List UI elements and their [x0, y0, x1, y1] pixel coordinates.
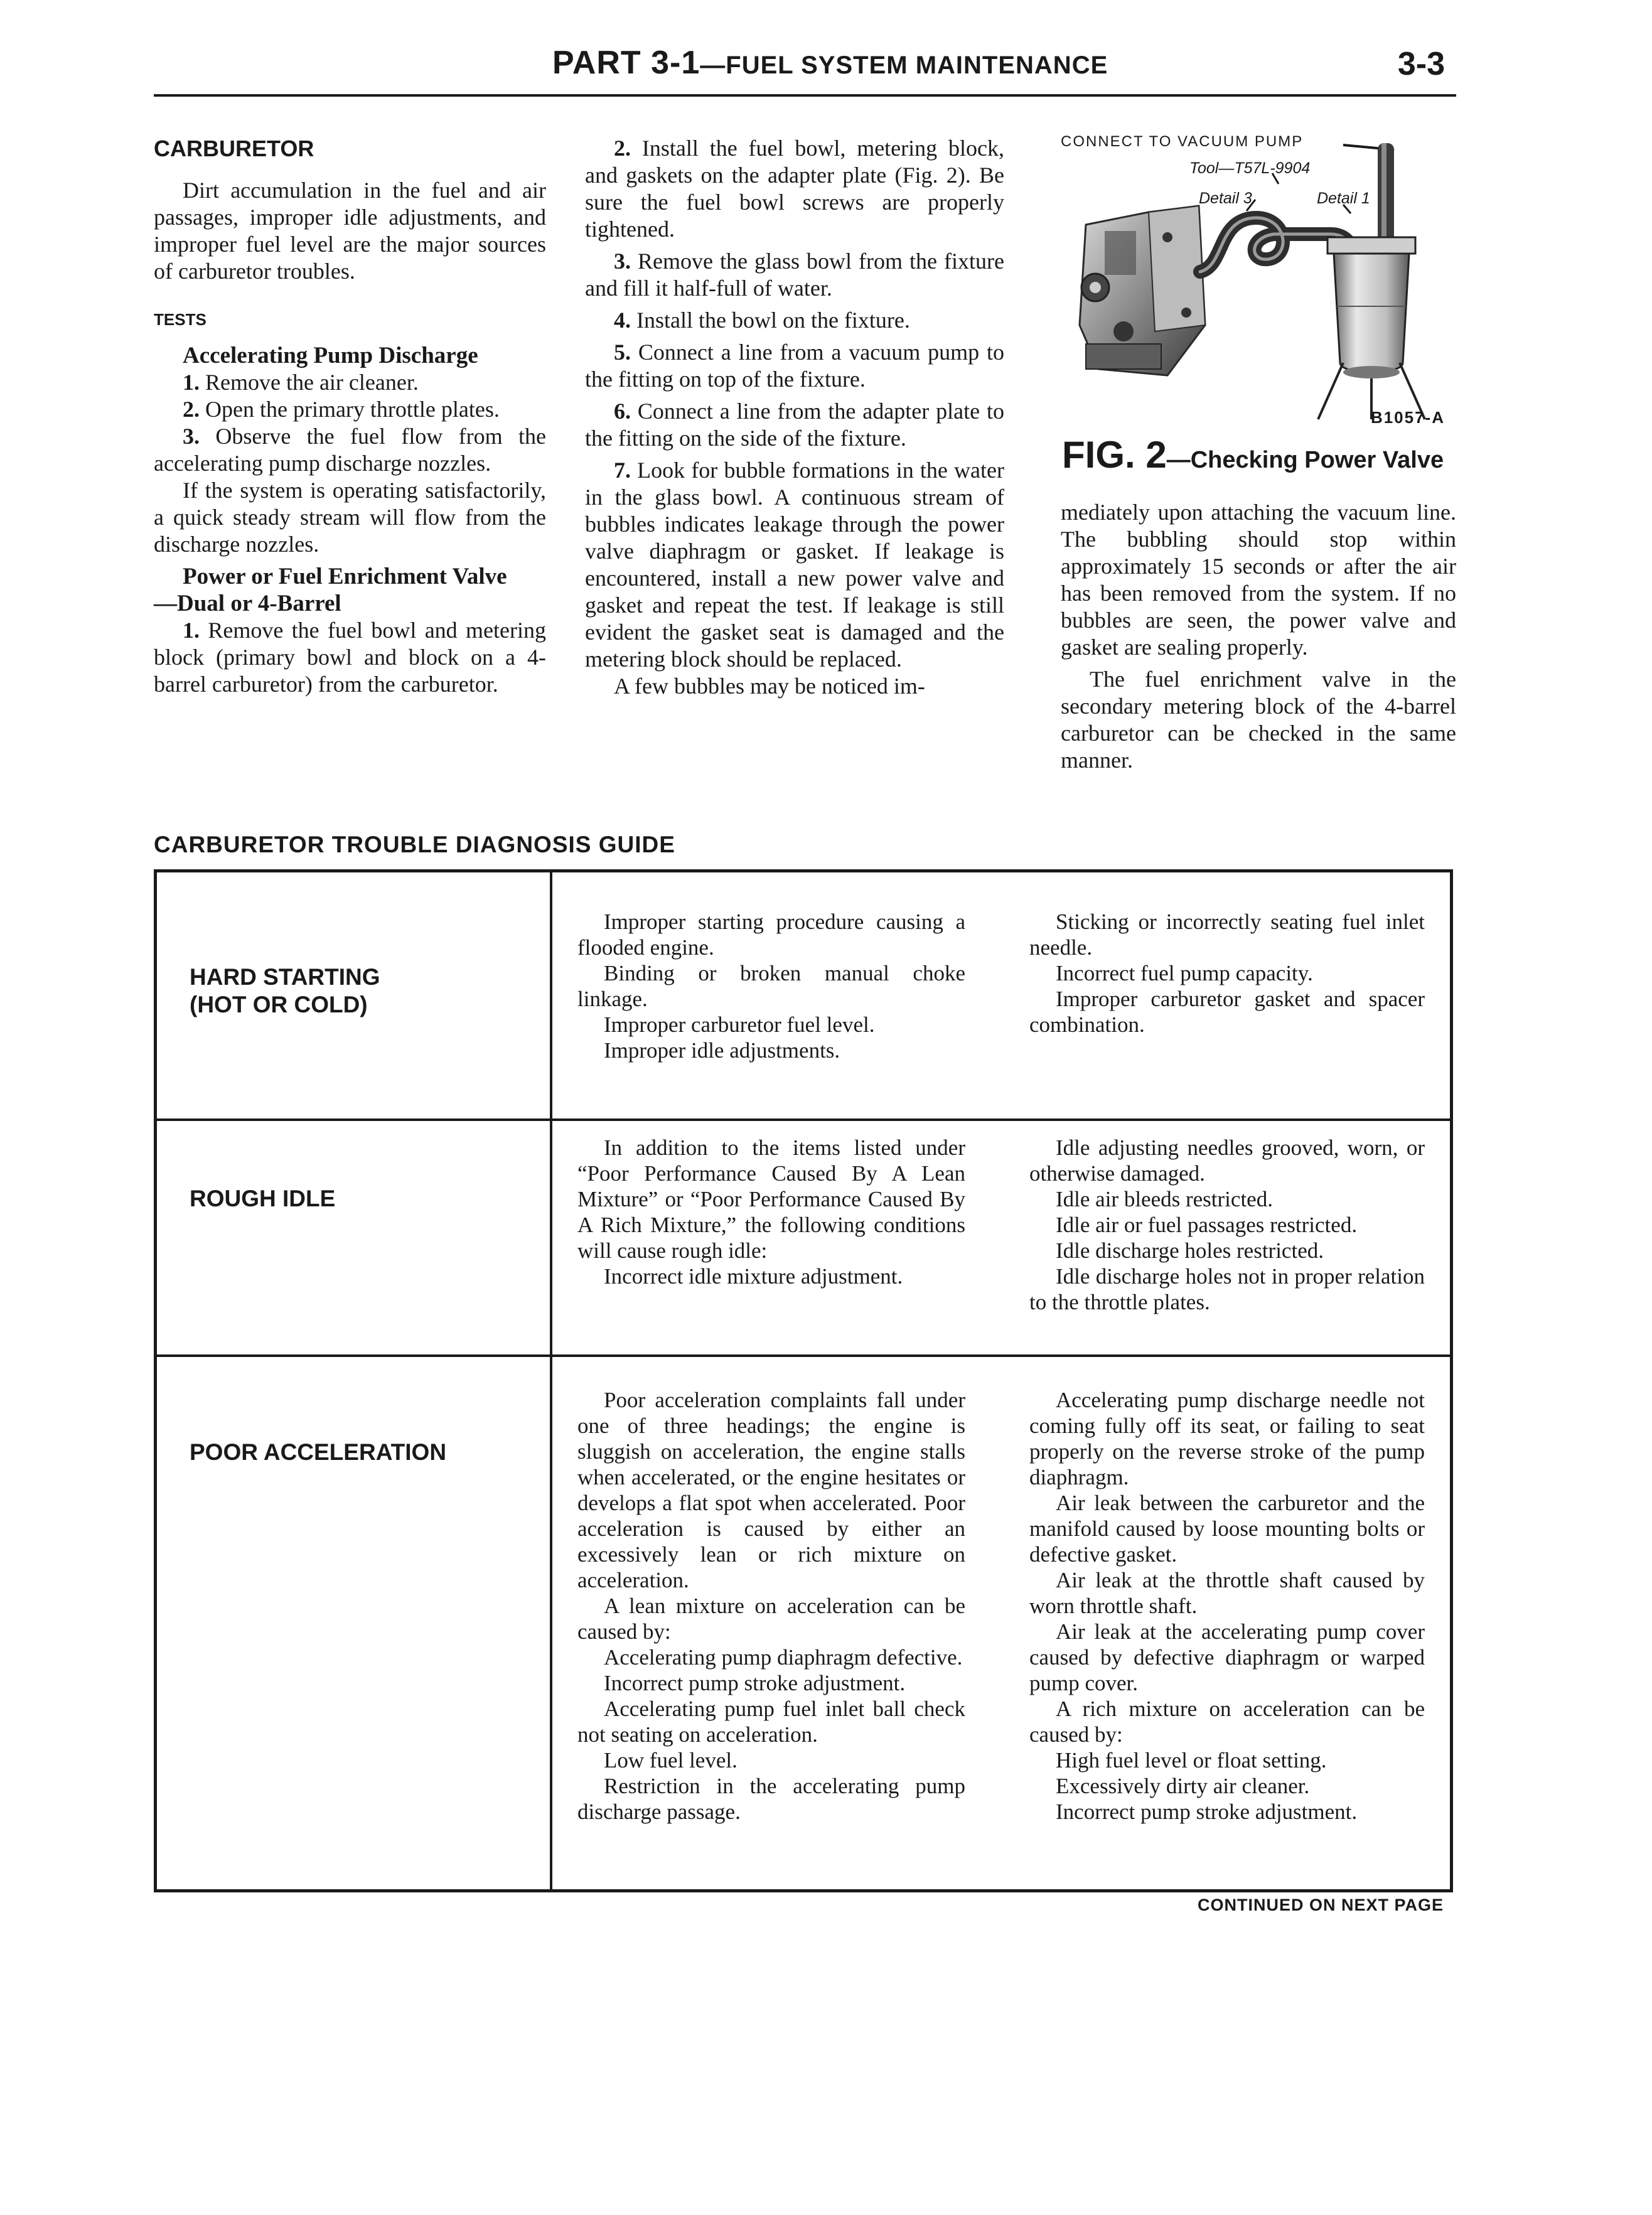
diagnosis-table-divider — [550, 869, 552, 1892]
power-step-4: 4. Install the bowl on the fixture. — [614, 308, 910, 333]
figure-label-connect: CONNECT TO VACUUM PUMP — [1061, 133, 1304, 150]
page-number: 3-3 — [1397, 46, 1445, 82]
list-item: Accelerating pump fuel inlet ball check not seating on acceleration. — [577, 1697, 965, 1747]
bubbles-note-start: A few bubbles may be noticed im- — [614, 673, 925, 699]
list-item: Air leak between the carburetor and the manifold caused by loose mounting bolts or defective gasket. — [1029, 1491, 1425, 1567]
list-item: Idle adjusting needles grooved, worn, or otherwise damaged. — [1029, 1135, 1425, 1186]
list-item: Idle discharge holes not in proper relation to the throttle plates. — [1029, 1264, 1425, 1314]
accel-pump-heading: Accelerating Pump Discharge — [183, 343, 478, 368]
figure-caption-text: —Checking Power Valve — [1166, 447, 1444, 473]
list-item: Poor acceleration complaints fall under one of three headings; the engine is sluggish on acceleration, the engine stalls when accelerated, or the engine hesitates or develops a flat spot when accelerated. Poor acceleration is caused by either an excessively lean or rich mixture on acceleration. — [577, 1388, 965, 1592]
accel-note: If the system is operating satisfactorily, a quick steady stream will flow from the discharge nozzles. — [154, 478, 546, 557]
list-item: Improper starting procedure causing a flooded engine. — [577, 909, 965, 960]
list-item: Accelerating pump discharge needle not coming fully off its seat, or failing to seat properly on the reverse stroke of the pump diaphragm. — [1029, 1388, 1425, 1489]
power-valve-heading-2: —Dual or 4-Barrel — [154, 591, 341, 616]
row-hard-starting-causes-b — [1029, 909, 1425, 1038]
row-rough-idle-causes-a — [577, 1135, 965, 1289]
figure-code: B1057-A — [1370, 408, 1445, 427]
list-item: A lean mixture on acceleration can be caused by: — [577, 1594, 965, 1644]
accel-step-3: 3. Observe the fuel flow from the accelerating pump discharge nozzles. — [154, 424, 546, 476]
row-poor-acceleration-causes-a — [577, 1387, 965, 1825]
list-item: Low fuel level. — [604, 1748, 738, 1773]
list-item: Improper carburetor fuel level. — [604, 1012, 875, 1037]
guide-title: CARBURETOR TROUBLE DIAGNOSIS GUIDE — [154, 832, 675, 857]
row-poor-acceleration-causes-b — [1029, 1387, 1425, 1825]
carburetor-heading: CARBURETOR — [154, 136, 314, 161]
list-item: In addition to the items listed under “Poor Performance Caused By A Lean Mixture” or “Poor Performance Caused By A Rich Mixture,” the following conditions will cause rough idle: — [577, 1135, 965, 1263]
list-item: Air leak at the accelerating pump cover caused by defective diaphragm or warped pump cover. — [1029, 1619, 1425, 1695]
column-left — [154, 135, 546, 698]
row-hard-starting-causes-a — [577, 909, 965, 1063]
fixture-glass-bowl — [1318, 237, 1425, 419]
list-item: Air leak at the throttle shaft caused by worn throttle shaft. — [1029, 1568, 1425, 1618]
accel-step-1: 1. Remove the air cleaner. — [183, 370, 419, 395]
column-middle — [585, 135, 1004, 700]
list-item: Restriction in the accelerating pump discharge passage. — [577, 1774, 965, 1824]
list-item: A rich mixture on acceleration can be caused by: — [1029, 1697, 1425, 1747]
accel-step-2: 2. Open the primary throttle plates. — [183, 397, 500, 422]
carburetor-image — [1080, 206, 1205, 375]
list-item: Incorrect idle mixture adjustment. — [604, 1264, 903, 1289]
list-item: Accelerating pump diaphragm defective. — [604, 1645, 963, 1670]
power-step-6: 6. Connect a line from the adapter plate to the fitting on the side of the fixture. — [585, 399, 1004, 451]
secondary-valve-note: The fuel enrichment valve in the secondary metering block of the 4-barrel carburetor can be checked in the same manner. — [1061, 667, 1456, 773]
power-step-7: 7. Look for bubble formations in the water in the glass bowl. A continuous stream of bubbles indicates leakage through the power valve diaphragm or gasket. If leakage is encountered, install a new power valve and gasket and repeat the test. If leakage is still evident the gasket seat is damaged and the metering block should be replaced. — [585, 458, 1004, 672]
list-item: Binding or broken manual choke linkage. — [577, 961, 965, 1011]
row-rough-idle-causes-b — [1029, 1135, 1425, 1315]
list-item: Improper carburetor gasket and spacer combination. — [1029, 987, 1425, 1037]
row-heading-hard-starting: HARD STARTING (HOT OR COLD) — [190, 964, 380, 1017]
list-item: Excessively dirty air cleaner. — [1056, 1774, 1310, 1798]
column-right — [1061, 499, 1456, 774]
header-section: —FUEL SYSTEM MAINTENANCE — [700, 51, 1108, 79]
list-item: Incorrect fuel pump capacity. — [1056, 961, 1313, 985]
carburetor-intro: Dirt accumulation in the fuel and air passages, improper idle adjustments, and improper fuel level are the major sources of carburetor troubles. — [154, 178, 546, 284]
power-valve-heading-1: Power or Fuel Enrichment Valve — [183, 564, 507, 589]
figure-label-detail-1: Detail 1 — [1317, 190, 1370, 207]
list-item: Improper idle adjustments. — [604, 1038, 840, 1063]
tests-heading: TESTS — [154, 310, 206, 329]
power-step-3: 3. Remove the glass bowl from the fixture and fill it half-full of water. — [585, 249, 1004, 301]
figure-caption — [1062, 433, 1444, 476]
list-item: Idle discharge holes restricted. — [1056, 1238, 1324, 1263]
header-rule — [154, 94, 1456, 97]
list-item: Incorrect pump stroke adjustment. — [1056, 1799, 1358, 1824]
header-part: PART 3-1 — [552, 45, 700, 81]
list-item: Idle air or fuel passages restricted. — [1056, 1213, 1358, 1237]
page-header-title — [552, 44, 1108, 82]
diagnosis-row-divider — [154, 1354, 1453, 1357]
bubbles-note-continued: mediately upon attaching the vacuum line. The bubbling should stop within approximately 15 seconds or after the air has been removed from the system. If no bubbles are seen, the power valve and gasket are sealing properly. — [1061, 500, 1456, 660]
list-item: Idle air bleeds restricted. — [1056, 1187, 1273, 1211]
diagnosis-row-divider — [154, 1118, 1453, 1121]
power-step-5: 5. Connect a line from a vacuum pump to the fitting on top of the fixture. — [585, 340, 1004, 392]
power-step-2: 2. Install the fuel bowl, metering block, and gaskets on the adapter plate (Fig. 2). Be sure the fuel bowl screws are properly tightened. — [585, 136, 1004, 242]
list-item: Sticking or incorrectly seating fuel inlet needle. — [1029, 909, 1425, 960]
figure-label-tool: Tool—T57L-9904 — [1189, 159, 1311, 177]
figure-caption-number: FIG. 2 — [1062, 434, 1167, 476]
list-item: Incorrect pump stroke adjustment. — [604, 1671, 906, 1695]
row-heading-rough-idle: ROUGH IDLE — [190, 1186, 336, 1211]
continued-footer: CONTINUED ON NEXT PAGE — [1197, 1896, 1444, 1914]
list-item: High fuel level or float setting. — [1056, 1748, 1327, 1773]
row-heading-poor-acceleration: POOR ACCELERATION — [190, 1439, 447, 1465]
figure-label-detail-3: Detail 3 — [1199, 190, 1252, 207]
power-step-1: 1. Remove the fuel bowl and metering block (primary bowl and block on a 4-barrel carburetor) from the carburetor. — [154, 618, 546, 697]
